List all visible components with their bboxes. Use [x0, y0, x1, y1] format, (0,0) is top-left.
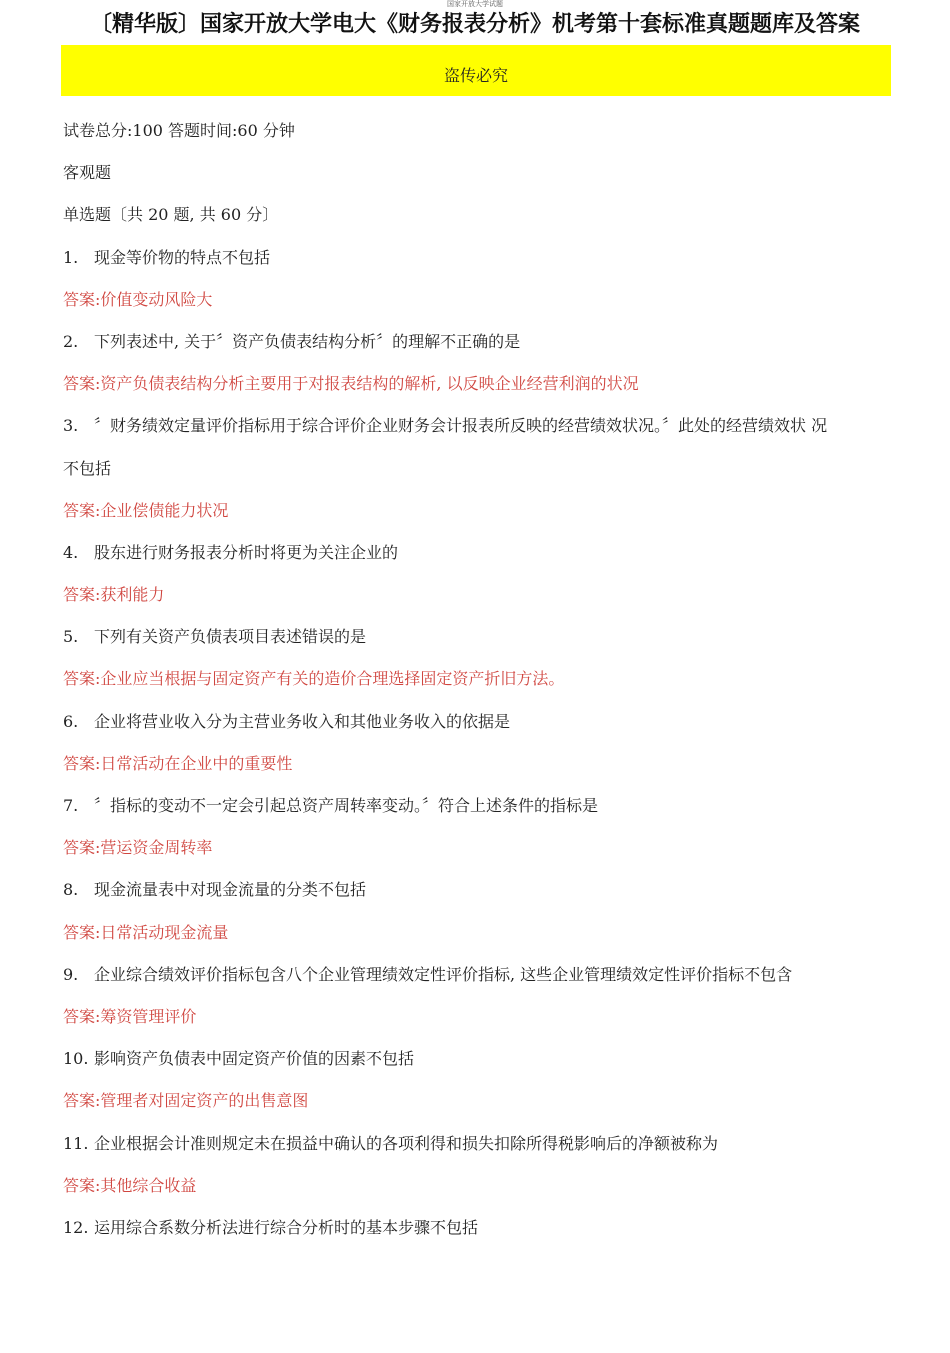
document-body — [63, 110, 893, 1249]
answer-text: 企业偿债能力状况 — [100, 500, 229, 520]
question-number: 6. — [63, 711, 79, 731]
answer-prefix: 答案: — [63, 922, 101, 942]
question-1 — [63, 237, 893, 279]
answer-4 — [63, 574, 893, 616]
answer-text: 资产负债表结构分析主要用于对报表结构的解析, 以反映企业经营利润的状况 — [100, 374, 639, 394]
question-text: 企业根据会计准则规定未在损益中确认的各项利得和损失扣除所得税影响后的净额被称为 — [94, 1133, 719, 1153]
answer-prefix: 答案: — [63, 500, 101, 520]
answer-8 — [63, 912, 893, 954]
question-5 — [63, 616, 893, 658]
answer-prefix: 答案: — [63, 669, 101, 689]
question-text: 股东进行财务报表分析时将更为关注企业的 — [94, 542, 399, 562]
answer-2 — [63, 363, 893, 405]
banner-text: 盗传必究 — [443, 66, 508, 85]
answer-text: 价值变动风险大 — [100, 289, 213, 309]
question-text: 企业综合绩效评价指标包含八个企业管理绩效定性评价指标, 这些企业管理绩效定性评价指标不包含 — [94, 964, 793, 984]
answer-5 — [63, 658, 893, 700]
question-number: 4. — [63, 542, 79, 562]
answer-prefix: 答案: — [63, 1091, 101, 1111]
answer-prefix: 答案: — [63, 289, 101, 309]
question-number: 12. — [63, 1217, 89, 1237]
question-text: 下列有关资产负债表项目表述错误的是 — [94, 627, 367, 647]
answer-text: 日常活动在企业中的重要性 — [100, 753, 293, 773]
answer-1 — [63, 279, 893, 321]
question-text: 现金流量表中对现金流量的分类不包括 — [94, 880, 367, 900]
question-text: 〞财务绩效定量评价指标用于综合评价企业财务会计报表所反映的经营绩效状况。〞此处的经营绩效状 况 — [94, 416, 828, 436]
question-9 — [63, 954, 893, 996]
answer-prefix: 答案: — [63, 374, 101, 394]
answer-7 — [63, 827, 893, 869]
question-number: 9. — [63, 964, 79, 984]
question-number: 8. — [63, 880, 79, 900]
question-text: 运用综合系数分析法进行综合分析时的基本步骤不包括 — [94, 1217, 479, 1237]
question-number: 2. — [63, 331, 79, 351]
answer-text: 筹资管理评价 — [100, 1006, 197, 1026]
question-number: 11. — [63, 1133, 89, 1153]
question-11 — [63, 1123, 893, 1165]
question-number: 3. — [63, 416, 79, 436]
answer-10 — [63, 1080, 893, 1122]
answer-9 — [63, 996, 893, 1038]
warning-banner — [61, 45, 891, 96]
answer-text: 企业应当根据与固定资产有关的造价合理选择固定资产折旧方法。 — [100, 669, 565, 689]
question-text: 现金等价物的特点不包括 — [94, 247, 271, 267]
question-6 — [63, 701, 893, 743]
question-text: 〞指标的变动不一定会引起总资产周转率变动。〞符合上述条件的指标是 — [94, 796, 599, 815]
question-12 — [63, 1207, 893, 1249]
question-7 — [63, 785, 893, 827]
answer-prefix: 答案: — [63, 838, 101, 858]
answer-prefix: 答案: — [63, 753, 101, 773]
subsection-heading: 单选题〔共 20 题, 共 60 分〕 — [63, 205, 279, 225]
question-8 — [63, 869, 893, 911]
question-number: 5. — [63, 627, 79, 647]
question-3 — [63, 405, 893, 447]
document-title: 〔精华版〕国家开放大学电大《财务报表分析》机考第十套标准真题题库及答案 — [89, 12, 860, 37]
answer-text: 日常活动现金流量 — [100, 922, 229, 942]
answer-text: 管理者对固定资产的出售意图 — [100, 1091, 309, 1111]
question-2 — [63, 321, 893, 363]
answer-prefix: 答案: — [63, 585, 101, 605]
question-10 — [63, 1038, 893, 1080]
answer-text: 其他综合收益 — [100, 1175, 197, 1195]
question-number: 7. — [63, 796, 79, 815]
answer-text: 营运资金周转率 — [100, 838, 213, 858]
answer-prefix: 答案: — [63, 1175, 101, 1195]
question-text: 企业将营业收入分为主营业务收入和其他业务收入的依据是 — [94, 711, 511, 731]
exam-info: 试卷总分:100 答题时间:60 分钟 — [63, 121, 295, 140]
question-text: 影响资产负债表中固定资产价值的因素不包括 — [94, 1049, 415, 1069]
question-4 — [63, 532, 893, 574]
answer-text: 获利能力 — [100, 585, 165, 605]
answer-3 — [63, 490, 893, 532]
answer-prefix: 答案: — [63, 1006, 101, 1026]
question-number: 1. — [63, 247, 79, 267]
section-heading: 客观题 — [63, 163, 112, 183]
page-header-note: 国家开放大学试题 — [447, 0, 503, 8]
question-3-continued: 不包括 — [63, 458, 112, 478]
question-text: 下列表述中, 关于〞资产负债表结构分析〞的理解不正确的是 — [94, 331, 521, 351]
answer-6 — [63, 743, 893, 785]
answer-11 — [63, 1165, 893, 1207]
question-number: 10. — [63, 1049, 89, 1069]
